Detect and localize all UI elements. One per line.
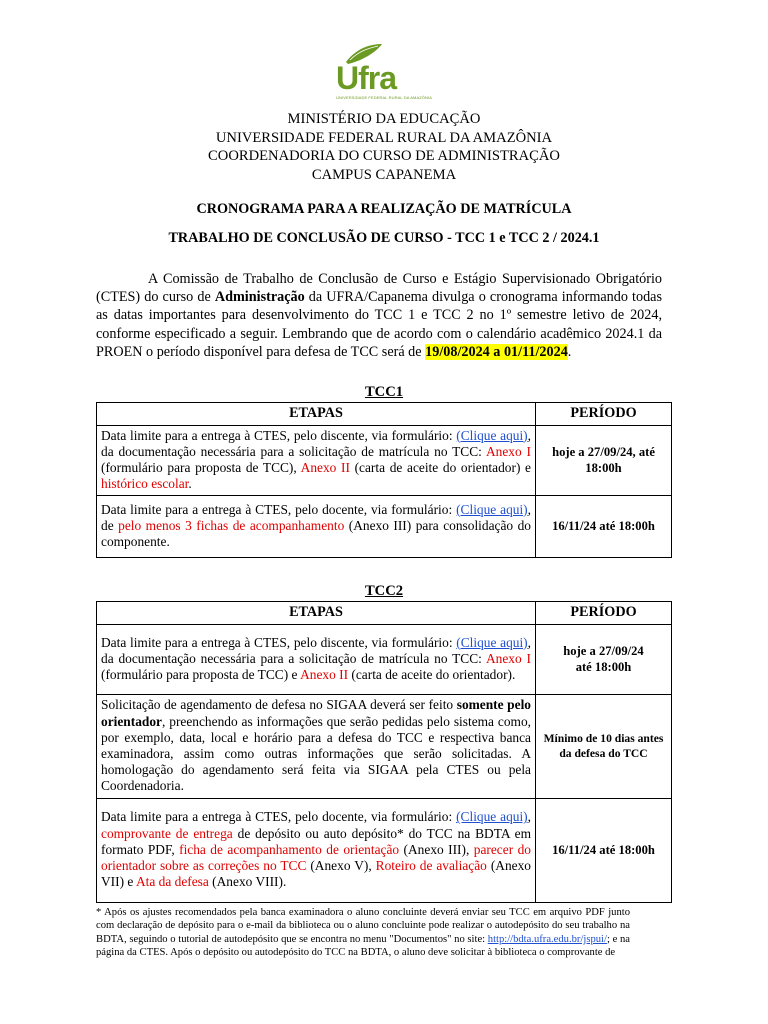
logo-wordmark: Ufra xyxy=(336,60,397,96)
logo-subtitle: UNIVERSIDADE FEDERAL RURAL DA AMAZÔNIA xyxy=(336,95,432,100)
table-row xyxy=(97,625,672,695)
tcc2-title: TCC2 xyxy=(364,583,404,599)
period-cell: hoje a 27/09/24, até 18:00h xyxy=(536,426,672,496)
defense-period-highlight: 19/08/2024 a 01/11/2024 xyxy=(425,343,568,360)
document-title: CRONOGRAMA PARA A REALIZAÇÃO DE MATRÍCULA xyxy=(196,201,572,217)
table-row xyxy=(97,695,672,799)
period-cell: 16/11/24 até 18:00h xyxy=(536,496,672,558)
tcc1-title: TCC1 xyxy=(364,384,404,400)
step-cell: Data limite para a entrega à CTES, pelo discente, via formulário: (Clique aqui), da documentação necessária para a solicitação de matrícula no TCC: Anexo I (formulário para proposta de TCC) e Anexo II (carta de aceite do orientador). xyxy=(97,625,536,695)
intro-text-2: da UFRA/Capanema divulga o cronograma informando todas as datas importantes para desenvolvimento do TCC 1 e TCC 2 no 1º semestre letivo de 2024, conforme especificado a seguir. Lembrando que de acordo com o calendário acadêmico 2024.1 da PROEN o período disponível para defesa de TCC será de xyxy=(96,289,662,360)
document-subtitle: TRABALHO DE CONCLUSÃO DE CURSO - TCC 1 e TCC 2 / 2024.1 xyxy=(168,230,600,246)
header-coordination: COORDENADORIA DO CURSO DE ADMINISTRAÇÃO xyxy=(208,148,560,164)
column-header-etapas: ETAPAS xyxy=(97,403,536,426)
table-row xyxy=(97,799,672,903)
table-row xyxy=(97,426,672,496)
bdta-link[interactable]: http://bdta.ufra.edu.br/jspui/ xyxy=(487,933,607,945)
column-header-periodo: PERÍODO xyxy=(536,403,672,426)
form-link[interactable]: (Clique aqui) xyxy=(456,634,528,650)
ufra-logo xyxy=(336,40,436,102)
header-university: UNIVERSIDADE FEDERAL RURAL DA AMAZÔNIA xyxy=(215,129,553,146)
footnote: * Após os ajustes recomendados pela banca examinadora o aluno concluinte deverá enviar seu TCC em arquivo PDF junto com declaração de depósito para o e-mail da biblioteca ou o aluno concluinte pode realizar o autodepósito do seu trabalho na BDTA, seguindo o tutorial de autodepósito que se encontra no menu "Documentos" no site: http://bdta.ufra.edu.br/jspui/; e na página da CTES. Após o depósito ou autodepósito do TCC na BDTA, o aluno deve solicitar à biblioteca o comprovante de xyxy=(96,907,630,959)
form-link[interactable]: (Clique aqui) xyxy=(456,809,528,825)
table-header-row xyxy=(97,602,672,625)
form-link[interactable]: (Clique aqui) xyxy=(456,501,528,517)
column-header-etapas: ETAPAS xyxy=(97,602,536,625)
header-ministry: MINISTÉRIO DA EDUCAÇÃO xyxy=(287,111,481,127)
period-cell: 16/11/24 até 18:00h xyxy=(536,799,672,903)
intro-end: . xyxy=(567,343,572,360)
intro-course-name: Administração xyxy=(214,289,305,306)
step-cell: Solicitação de agendamento de defesa no SIGAA deverá ser feito somente pelo orientador, preenchendo as informações que serão pedidas pelo sistema como, por exemplo, data, local e horário para a defesa do TCC e respectiva banca examinadora, assim como outras informações que serão solicitadas. A homologação do agendamento será feita via SIGAA pela CTES ou pela Coordenadoria. xyxy=(97,695,536,799)
step-cell: Data limite para a entrega à CTES, pelo docente, via formulário: (Clique aqui), comprovante de entrega de depósito ou auto depósito* do TCC na BDTA em formato PDF, ficha de acompanhamento de orientação (Anexo III), parecer do orientador sobre as correções no TCC (Anexo V), Roteiro de avaliação (Anexo VII) e Ata da defesa (Anexo VIII). xyxy=(97,799,536,903)
step-cell: Data limite para a entrega à CTES, pelo docente, via formulário: (Clique aqui), de pelo menos 3 fichas de acompanhamento (Anexo III) para consolidação do componente. xyxy=(97,496,536,558)
institution-header xyxy=(0,110,768,184)
intro-paragraph xyxy=(96,270,662,361)
table-row xyxy=(97,496,672,558)
tcc1-table xyxy=(96,402,672,558)
form-link[interactable]: (Clique aqui) xyxy=(456,427,528,443)
table-header-row xyxy=(97,403,672,426)
tcc2-table xyxy=(96,601,672,903)
period-cell: hoje a 27/09/24 até 18:00h xyxy=(536,625,672,695)
intro-text-1: A Comissão de Trabalho de Conclusão de Curso e Estágio Supervisionado Obrigatório (CTES) do curso de xyxy=(96,271,662,306)
column-header-periodo: PERÍODO xyxy=(536,602,672,625)
period-cell: Mínimo de 10 dias antes da defesa do TCC xyxy=(536,695,672,799)
step-cell: Data limite para a entrega à CTES, pelo discente, via formulário: (Clique aqui), da documentação necessária para a solicitação de matrícula no TCC: Anexo I (formulário para proposta de TCC), Anexo II (carta de aceite do orientador) e histórico escolar. xyxy=(97,426,536,496)
header-campus: CAMPUS CAPANEMA xyxy=(311,166,457,183)
